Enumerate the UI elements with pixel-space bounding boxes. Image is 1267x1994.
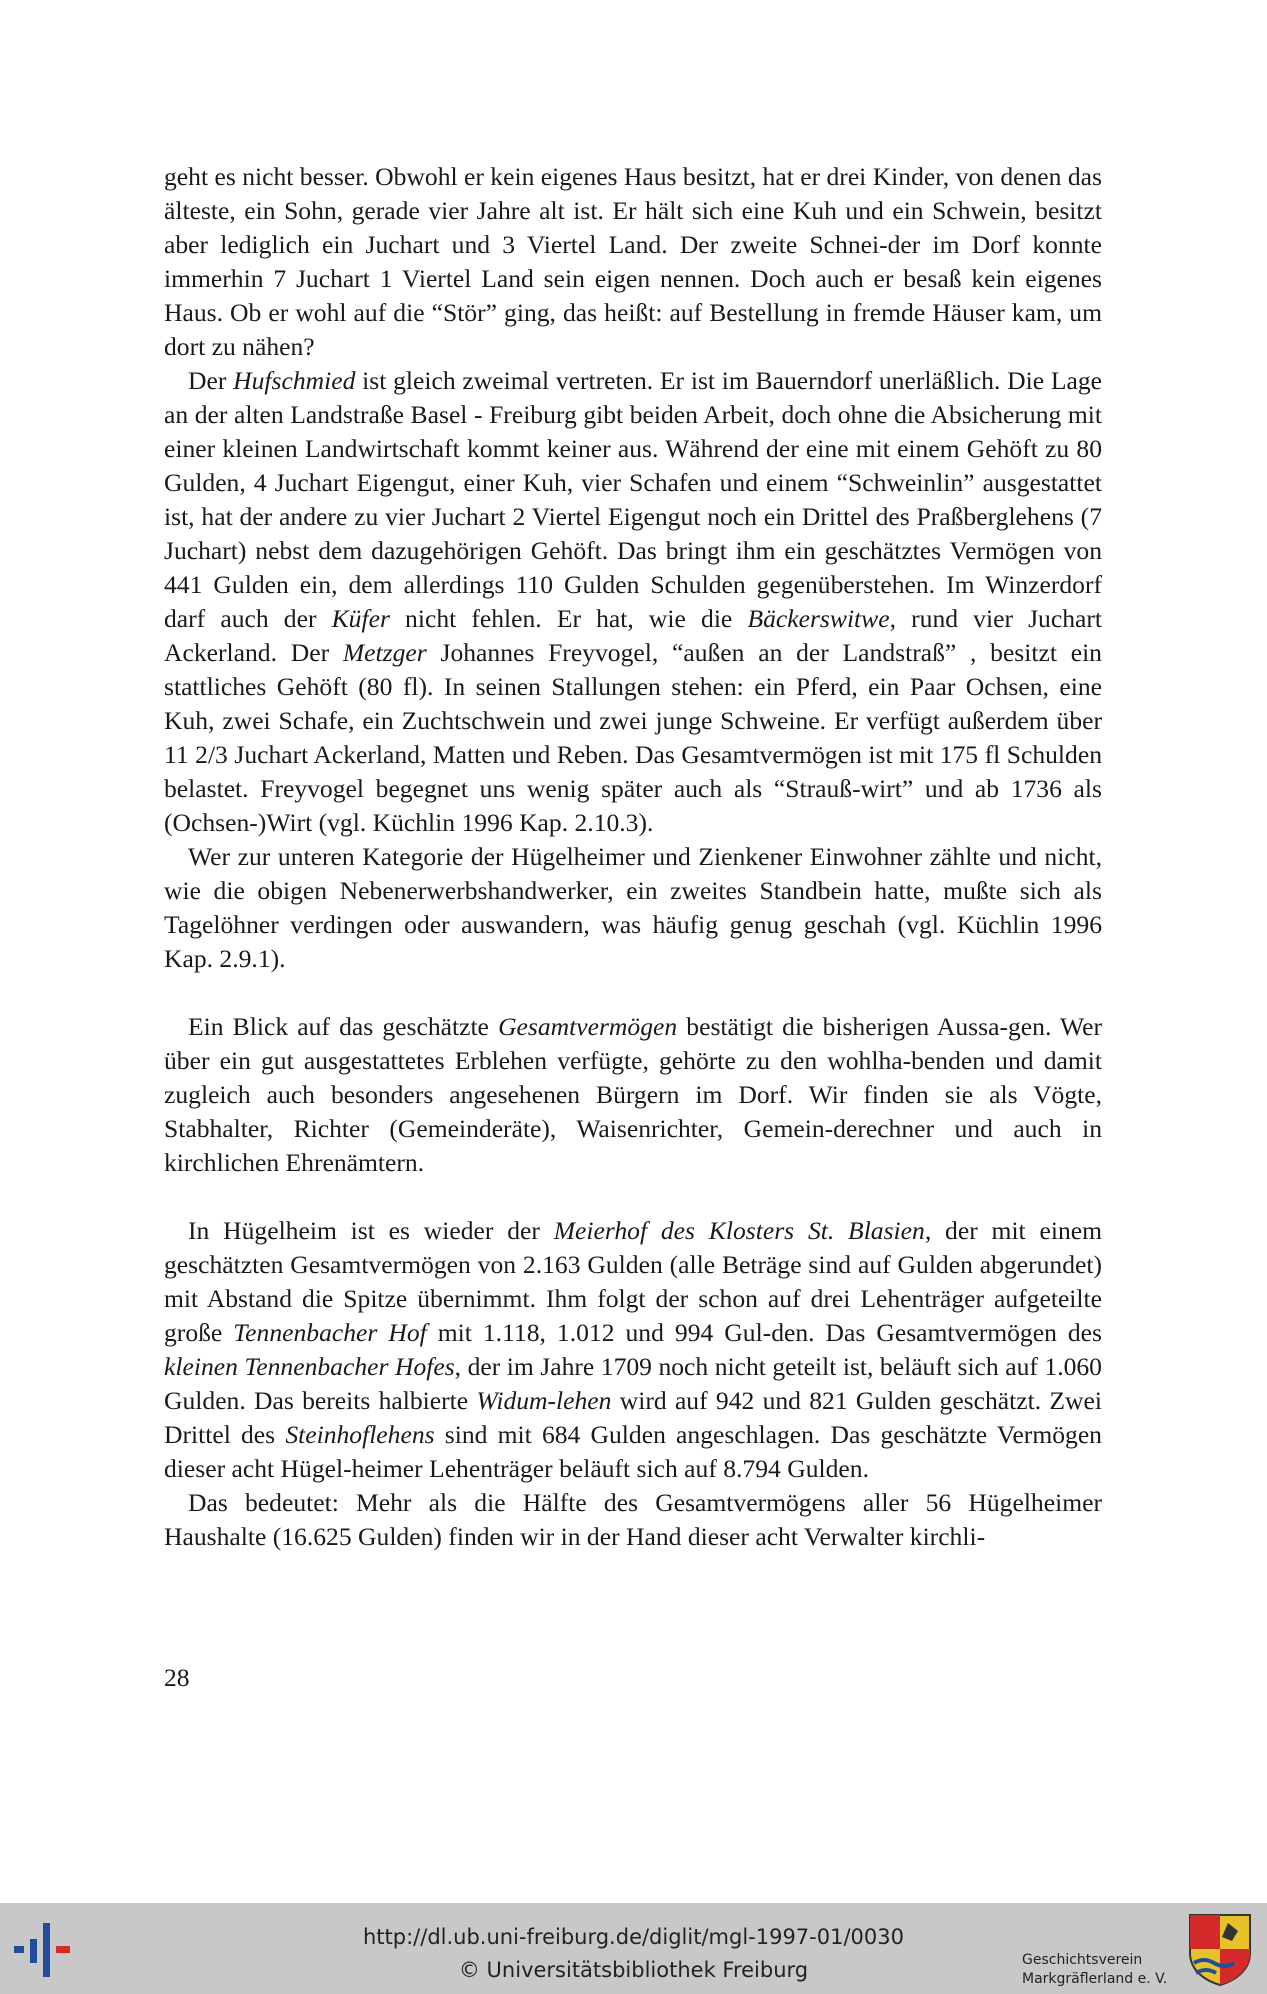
italic-term: Metzger bbox=[342, 638, 427, 667]
footer-url-link[interactable]: http://dl.ub.uni-freiburg.de/diglit/mgl-1997-01/0030 bbox=[362, 1925, 904, 1949]
footer-org-name bbox=[1022, 1951, 1167, 1989]
text-run: geht es nicht besser. Obwohl er kein eigenes Haus besitzt, hat er drei Kinder, von denen das älteste, ein Sohn, gerade vier Jahre alt ist. Er hält sich eine Kuh und ein Schwein, besitzt aber lediglich ein Juchart und 3 Viertel Land. Der zweite Schnei-der im Dorf konnte immerhin 7 Juchart 1 Viertel Land sein eigen nennen. Doch auch er besaß kein eigenes Haus. Ob er wohl auf die “Stör” ging, das heißt: auf Bestellung in fremde Häuser kam, um dort zu nähen? bbox=[164, 162, 1102, 361]
paragraph bbox=[164, 160, 1102, 364]
org-line-1: Geschichtsverein bbox=[1022, 1952, 1143, 1968]
org-line-2: Markgräflerland e. V. bbox=[1022, 1971, 1168, 1987]
text-run: , der im Jahre 1709 noch nicht geteilt ist, beläuft sich auf 1.060 Gulden. Das bereits halbierte bbox=[164, 1352, 1102, 1415]
text-run: Das bedeutet: Mehr als die Hälfte des Gesamtvermögens aller 56 Hügelheimer Haushalte (16.625 Gulden) finden wir in der Hand dieser acht Verwalter kirchli- bbox=[164, 1488, 1102, 1551]
italic-term: Bäckerswitwe bbox=[747, 604, 890, 633]
text-run: Wer zur unteren Kategorie der Hügelheimer und Zienkener Einwohner zählte und nicht, wie die obigen Nebenerwerbshandwerker, ein zweites Standbein hatte, mußte sich als Tagelöhner verdingen oder auswandern, was häufig genug geschah (vgl. Küchlin 1996 Kap. 2.9.1). bbox=[164, 842, 1102, 973]
paragraph bbox=[164, 364, 1102, 840]
text-run: mit 1.118, 1.012 und 994 Gul-den. Das Gesamtvermögen des bbox=[426, 1318, 1103, 1347]
page-number: 28 bbox=[164, 1663, 190, 1692]
body-text bbox=[164, 160, 1102, 1554]
text-run: Johannes Freyvogel, “außen an der Landstraß” , besitzt ein stattliches Gehöft (80 fl). In seinen Stallungen stehen: ein Pferd, ein Paar Ochsen, eine Kuh, zwei Schafe, ein Zuchtschwein und zwei junge Schweine. Er verfügt außerdem über 11 2/3 Juchart Ackerland, Matten und Reben. Das Gesamtvermögen ist mit 175 fl Schulden belastet. Freyvogel begegnet uns wenig später auch als “Strauß-wirt” und ab 1736 als (Ochsen-)Wirt (vgl. Küchlin 1996 Kap. 2.10.3). bbox=[164, 638, 1102, 837]
text-run: , der mit einem geschätzten Gesamtvermögen von 2.163 Gulden (alle Beträge sind auf Gulden abgerundet) mit Abstand die Spitze übernimmt. Ihm folgt der schon auf drei Lehenträger aufgeteilte große bbox=[164, 1216, 1103, 1347]
paragraph bbox=[164, 840, 1102, 976]
text-run: nicht fehlen. Er hat, wie die bbox=[389, 604, 748, 633]
text-run: In Hügelheim ist es wieder der bbox=[188, 1216, 554, 1245]
text-run: Der bbox=[188, 366, 234, 395]
italic-term: Tennenbacher Hof bbox=[233, 1318, 427, 1347]
italic-term: Steinhoflehens bbox=[285, 1420, 435, 1449]
text-run: sind mit 684 Gulden angeschlagen. Das geschätzte Vermögen dieser acht Hügel-heimer Lehenträger beläuft sich auf 8.794 Gulden. bbox=[164, 1420, 1102, 1483]
paragraph bbox=[164, 1010, 1102, 1180]
text-run: ist gleich zweimal vertreten. Er ist im Bauerndorf unerläßlich. Die Lage an der alten Landstraße Basel - Freiburg gibt beiden Arbeit, doch ohne die Absicherung mit einer kleinen Landwirtschaft kommt keiner aus. Während der eine mit einem Gehöft zu 80 Gulden, 4 Juchart Eigengut, einer Kuh, vier Schafen und einem “Schweinlin” ausgestattet ist, hat der andere zu vier Juchart 2 Viertel Eigengut noch ein Drittel des Praßberglehens (7 Juchart) nebst dem dazugehörigen Gehöft. Das bringt ihm ein geschätztes Vermögen von 441 Gulden ein, dem allerdings 110 Gulden Schulden gegenüberstehen. Im Winzerdorf darf auch der bbox=[164, 366, 1102, 633]
text-run: bestätigt die bisherigen Aussa-gen. Wer über ein gut ausgestattetes Erblehen verfügte, gehörte zu den wohlha-benden und damit zugleich auch besonders angesehenen Bürgern im Dorf. Wir finden sie als Vögte, Stabhalter, Richter (Gemeinderäte), Waisenrichter, Gemein-derechner und auch in kirchlichen Ehrenämtern. bbox=[164, 1012, 1103, 1177]
footer-bar bbox=[0, 1903, 1267, 1994]
text-run: wird auf 942 und 821 Gulden geschätzt. Zwei Drittel des bbox=[164, 1386, 1103, 1449]
paragraph bbox=[164, 1486, 1102, 1554]
footer-copyright: © Universitätsbibliothek Freiburg bbox=[458, 1958, 809, 1982]
italic-term: Meierhof des Klosters St. Blasien bbox=[553, 1216, 925, 1245]
paragraph bbox=[164, 1214, 1102, 1486]
italic-term: Widum-lehen bbox=[476, 1386, 612, 1415]
italic-term: Küfer bbox=[331, 604, 390, 633]
italic-term: Hufschmied bbox=[233, 366, 356, 395]
text-run: , rund vier Juchart Ackerland. Der bbox=[164, 604, 1103, 667]
italic-term: kleinen Tennenbacher Hofes bbox=[164, 1352, 455, 1381]
coat-of-arms-icon bbox=[1188, 1913, 1252, 1987]
text-run: Ein Blick auf das geschätzte bbox=[188, 1012, 499, 1041]
italic-term: Gesamtvermögen bbox=[498, 1012, 678, 1041]
